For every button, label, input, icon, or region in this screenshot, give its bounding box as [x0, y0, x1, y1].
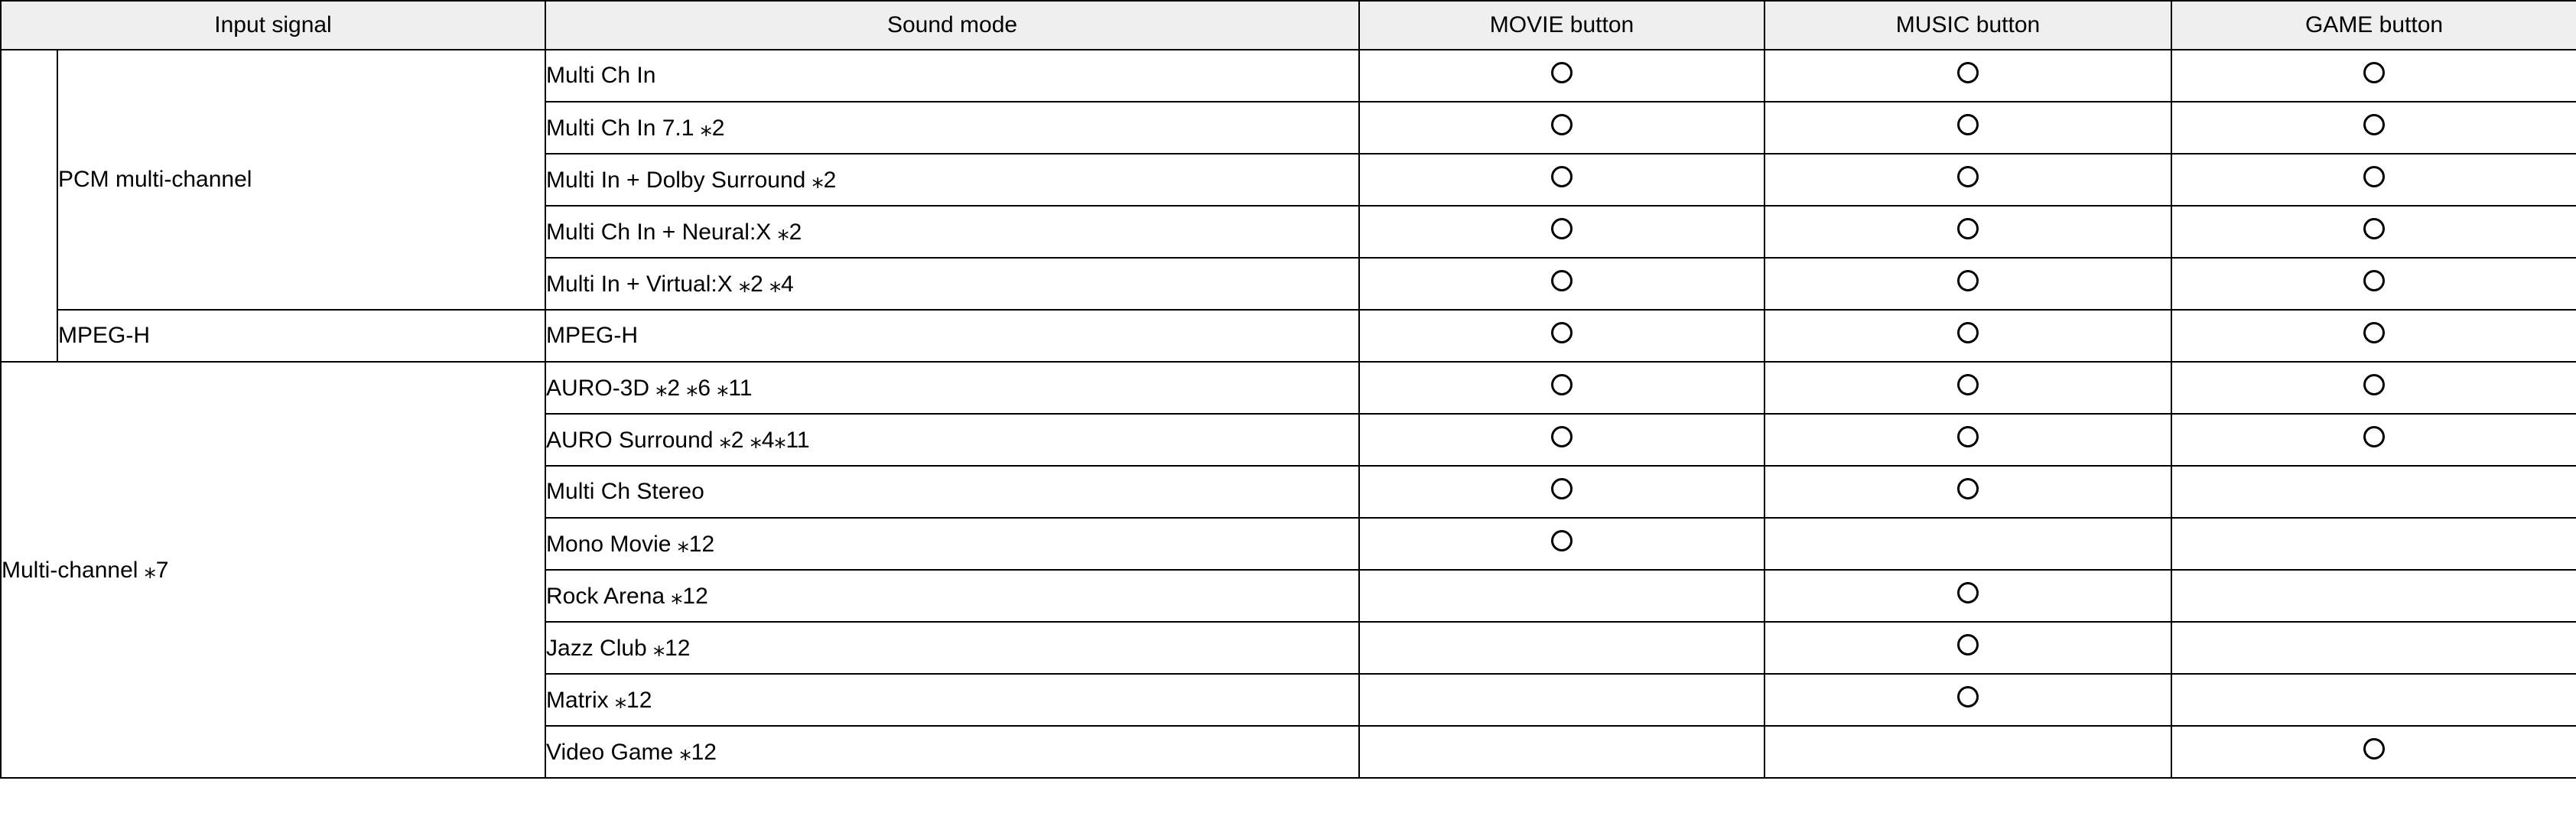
music-button-mark-cell — [1764, 50, 2171, 102]
sound-mode-cell: Multi Ch In + Neural:X ⁎2 — [545, 206, 1359, 258]
circle-icon — [2363, 62, 2385, 83]
sound-mode-cell: Rock Arena ⁎12 — [545, 570, 1359, 622]
circle-icon — [2363, 270, 2385, 291]
circle-icon — [1551, 166, 1573, 187]
movie-button-mark-cell — [1359, 362, 1764, 414]
game-button-mark-cell — [2171, 570, 2576, 622]
game-button-mark-cell — [2171, 466, 2576, 518]
sound-mode-cell: Mono Movie ⁎12 — [545, 518, 1359, 570]
column-header-sound-mode: Sound mode — [545, 1, 1359, 50]
circle-icon — [2363, 374, 2385, 395]
music-button-mark-cell — [1764, 466, 2171, 518]
movie-button-mark-cell — [1359, 570, 1764, 622]
game-button-mark-cell — [2171, 518, 2576, 570]
sound-mode-cell: Multi In + Dolby Surround ⁎2 — [545, 154, 1359, 206]
circle-icon — [1957, 166, 1979, 187]
column-header-game-button: GAME button — [2171, 1, 2576, 50]
movie-button-mark-cell — [1359, 622, 1764, 674]
column-header-input-signal: Input signal — [1, 1, 545, 50]
music-button-mark-cell — [1764, 206, 2171, 258]
movie-button-mark-cell — [1359, 414, 1764, 466]
movie-button-mark-cell — [1359, 466, 1764, 518]
game-button-mark-cell — [2171, 414, 2576, 466]
movie-button-mark-cell — [1359, 518, 1764, 570]
circle-icon — [1551, 530, 1573, 551]
circle-icon — [1957, 114, 1979, 135]
group-spacer-cell — [1, 50, 57, 362]
game-button-mark-cell — [2171, 674, 2576, 726]
music-button-mark-cell — [1764, 310, 2171, 362]
music-button-mark-cell — [1764, 518, 2171, 570]
sound-mode-cell: MPEG-H — [545, 310, 1359, 362]
circle-icon — [1957, 270, 1979, 291]
table-row — [1, 310, 2576, 362]
circle-icon — [2363, 738, 2385, 760]
sound-mode-cell: Jazz Club ⁎12 — [545, 622, 1359, 674]
table-header — [1, 1, 2576, 50]
input-signal-group-label: Multi-channel ⁎7 — [1, 362, 545, 778]
movie-button-mark-cell — [1359, 102, 1764, 154]
circle-icon — [1551, 114, 1573, 135]
sound-mode-cell: Multi Ch In 7.1 ⁎2 — [545, 102, 1359, 154]
circle-icon — [2363, 218, 2385, 239]
movie-button-mark-cell — [1359, 726, 1764, 778]
sound-mode-cell: Multi Ch In — [545, 50, 1359, 102]
circle-icon — [1957, 322, 1979, 343]
movie-button-mark-cell — [1359, 50, 1764, 102]
game-button-mark-cell — [2171, 154, 2576, 206]
sound-mode-cell: AURO Surround ⁎2 ⁎4⁎11 — [545, 414, 1359, 466]
circle-icon — [1551, 62, 1573, 83]
circle-icon — [2363, 426, 2385, 447]
sound-mode-cell: AURO-3D ⁎2 ⁎6 ⁎11 — [545, 362, 1359, 414]
input-signal-group-label: MPEG-H — [57, 310, 545, 362]
circle-icon — [1551, 218, 1573, 239]
circle-icon — [1957, 374, 1979, 395]
table-body — [1, 50, 2576, 778]
game-button-mark-cell — [2171, 726, 2576, 778]
circle-icon — [2363, 322, 2385, 343]
game-button-mark-cell — [2171, 50, 2576, 102]
music-button-mark-cell — [1764, 258, 2171, 310]
movie-button-mark-cell — [1359, 206, 1764, 258]
game-button-mark-cell — [2171, 310, 2576, 362]
column-header-movie-button: MOVIE button — [1359, 1, 1764, 50]
music-button-mark-cell — [1764, 414, 2171, 466]
circle-icon — [1957, 634, 1979, 655]
input-signal-group-label: PCM multi-channel — [57, 50, 545, 310]
table-row — [1, 50, 2576, 102]
game-button-mark-cell — [2171, 362, 2576, 414]
sound-mode-cell: Multi Ch Stereo — [545, 466, 1359, 518]
circle-icon — [1957, 426, 1979, 447]
column-header-music-button: MUSIC button — [1764, 1, 2171, 50]
circle-icon — [1551, 426, 1573, 447]
music-button-mark-cell — [1764, 154, 2171, 206]
sound-mode-cell: Video Game ⁎12 — [545, 726, 1359, 778]
game-button-mark-cell — [2171, 258, 2576, 310]
sound-mode-cell: Matrix ⁎12 — [545, 674, 1359, 726]
sound-mode-cell: Multi In + Virtual:X ⁎2 ⁎4 — [545, 258, 1359, 310]
movie-button-mark-cell — [1359, 258, 1764, 310]
game-button-mark-cell — [2171, 622, 2576, 674]
table-row — [1, 362, 2576, 414]
game-button-mark-cell — [2171, 102, 2576, 154]
music-button-mark-cell — [1764, 622, 2171, 674]
music-button-mark-cell — [1764, 570, 2171, 622]
music-button-mark-cell — [1764, 102, 2171, 154]
circle-icon — [1957, 582, 1979, 603]
music-button-mark-cell — [1764, 726, 2171, 778]
movie-button-mark-cell — [1359, 310, 1764, 362]
circle-icon — [1957, 478, 1979, 499]
circle-icon — [2363, 166, 2385, 187]
game-button-mark-cell — [2171, 206, 2576, 258]
circle-icon — [1551, 374, 1573, 395]
music-button-mark-cell — [1764, 674, 2171, 726]
circle-icon — [1957, 62, 1979, 83]
table-header-row — [1, 1, 2576, 50]
circle-icon — [1957, 686, 1979, 708]
movie-button-mark-cell — [1359, 154, 1764, 206]
circle-icon — [1551, 478, 1573, 499]
circle-icon — [2363, 114, 2385, 135]
circle-icon — [1551, 270, 1573, 291]
circle-icon — [1551, 322, 1573, 343]
circle-icon — [1957, 218, 1979, 239]
music-button-mark-cell — [1764, 362, 2171, 414]
movie-button-mark-cell — [1359, 674, 1764, 726]
